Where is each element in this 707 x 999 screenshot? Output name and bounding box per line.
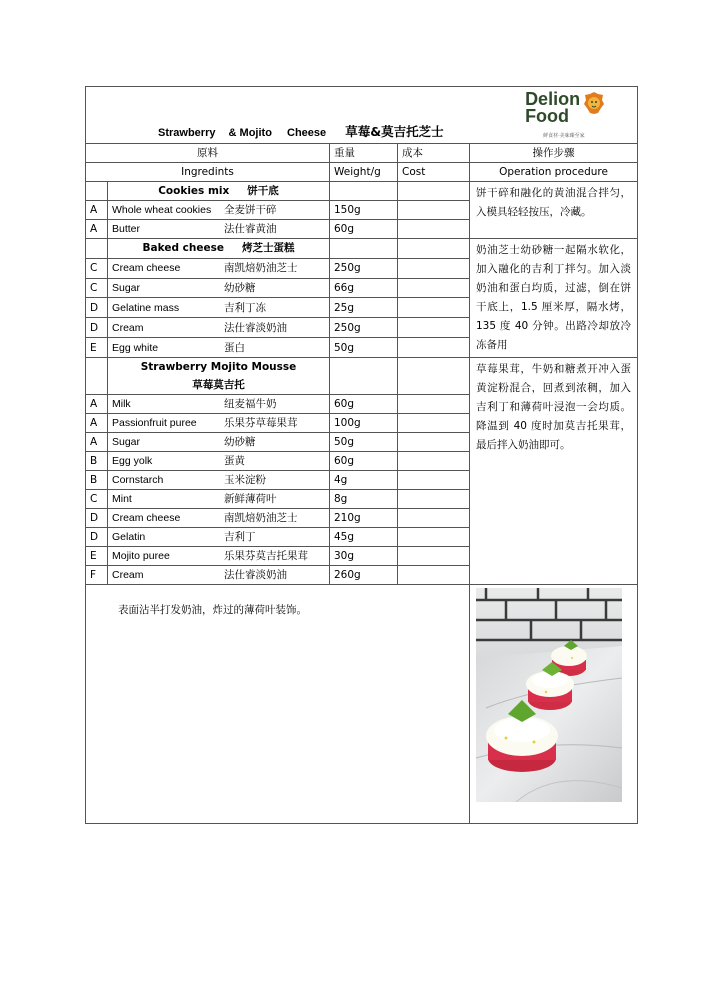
ingredient-name <box>108 318 330 338</box>
ingredient-cost <box>398 490 470 509</box>
title-en-2: & Mojito <box>228 127 272 139</box>
ingredient-name-cn: 法仕睿淡奶油 <box>224 569 287 581</box>
ingredient-name-en: Sugar <box>112 436 141 448</box>
ingredient-name-cn: 法仕睿淡奶油 <box>224 321 287 334</box>
ingredient-weight: 8g <box>330 490 398 509</box>
title-en-1: Strawberry <box>158 127 216 139</box>
ingredient-cost <box>398 433 470 452</box>
procedure-text: 饼干碎和融化的黄油混合拌匀，入模具轻轻按压，冷藏。 <box>470 182 638 239</box>
ingredient-group: D <box>86 318 108 338</box>
ingredient-weight: 60g <box>330 395 398 414</box>
ingredient-name <box>108 490 330 509</box>
section-title-cn: 饼干底 <box>247 185 279 197</box>
header-row-cn <box>86 144 638 163</box>
ingredient-cost <box>398 509 470 528</box>
ingredient-weight: 60g <box>330 220 398 239</box>
ingredient-name-cn: 新鲜薄荷叶 <box>224 493 277 505</box>
ingredient-name-en: Butter <box>112 223 141 235</box>
ingredient-name-en: Gelatin <box>112 531 146 543</box>
ingredient-name-cn: 吉利丁 <box>224 531 256 543</box>
section-title-en: Strawberry Mojito Mousse <box>140 361 297 373</box>
ingredient-weight: 150g <box>330 201 398 220</box>
ingredient-name-cn: 乐果芬莫吉托果茸 <box>224 550 308 562</box>
ingredient-name <box>108 528 330 547</box>
ingredient-name <box>108 258 330 278</box>
ingredient-group: E <box>86 547 108 566</box>
ingredient-group: D <box>86 528 108 547</box>
ingredient-group: C <box>86 258 108 278</box>
ingredient-group: A <box>86 433 108 452</box>
ingredient-name-en: Cream <box>112 569 144 581</box>
ingredient-name <box>108 452 330 471</box>
section-title-cn: 草莓莫吉托 <box>192 379 245 391</box>
procedure-text: 奶油芝士幼砂糖一起隔水软化，加入融化的吉利丁拌匀。加入淡奶油和蛋白均质，过滤，倒在饼干底上，1.5 厘米厚，隔水烤，135 度 40 分钟。出路冷却放冷冻备用 <box>470 239 638 358</box>
ingredient-group: B <box>86 471 108 490</box>
ingredient-name-en: Milk <box>112 398 131 410</box>
title-cell <box>86 87 638 144</box>
logo-tagline: 鲜食材·美味臻至家 <box>543 133 585 139</box>
ingredient-name-en: Cornstarch <box>112 474 164 486</box>
cost-cell <box>398 239 470 259</box>
ingredient-group: E <box>86 338 108 358</box>
ingredient-cost <box>398 566 470 585</box>
ingredient-name <box>108 566 330 585</box>
footer-row <box>86 585 638 824</box>
delion-food-logo <box>525 91 605 137</box>
section-title <box>108 239 330 259</box>
ingredient-group: A <box>86 395 108 414</box>
ingredient-name-cn: 南凯焙奶油芝士 <box>224 512 298 524</box>
photo-cell <box>470 585 638 824</box>
recipe-sheet <box>85 86 637 824</box>
ingredient-weight: 100g <box>330 414 398 433</box>
ingredient-name-en: Egg yolk <box>112 455 153 467</box>
weight-cell <box>330 358 398 395</box>
ingredient-group: D <box>86 298 108 318</box>
ingredient-name-en: Mojito puree <box>112 550 170 562</box>
ingredient-name-en: Cream cheese <box>112 262 181 275</box>
ingredient-name <box>108 278 330 298</box>
ingredient-name-en: Cream <box>112 321 144 334</box>
decoration-note: 表面沾半打发奶油，炸过的薄荷叶装饰。 <box>86 585 470 824</box>
ingredient-name-en: Sugar <box>112 282 141 295</box>
ingredient-cost <box>398 201 470 220</box>
ingredient-weight: 66g <box>330 278 398 298</box>
recipe-table <box>85 86 638 824</box>
title-row <box>86 87 638 144</box>
title-cn: 草莓&莫吉托芝士 <box>345 124 444 139</box>
procedure-text: 草莓果茸，牛奶和糖煮开冲入蛋黄淀粉混合，回煮到浓稠，加入吉利丁和薄荷叶浸泡一会均质。降温到 40 度时加莫吉托果茸，最后拌入奶油即可。 <box>470 358 638 585</box>
header-row-en <box>86 163 638 182</box>
ingredient-name-en: Egg white <box>112 341 159 354</box>
col-procedure-en: Operation procedure <box>470 163 638 182</box>
ingredient-cost <box>398 220 470 239</box>
lion-head-icon <box>583 91 605 115</box>
section-header-row <box>86 239 638 259</box>
logo-line2: Food <box>525 106 570 126</box>
section-title-cn: 烤芝士蛋糕 <box>241 242 295 255</box>
ingredient-name <box>108 433 330 452</box>
ingredient-cost <box>398 471 470 490</box>
ingredient-group: F <box>86 566 108 585</box>
ingredient-name-cn: 幼砂糖 <box>224 436 256 448</box>
col-ingredients-en: Ingredints <box>86 163 330 182</box>
ingredient-weight: 45g <box>330 528 398 547</box>
ingredient-name <box>108 509 330 528</box>
cake-photo <box>476 588 622 802</box>
ingredient-name-cn: 蛋黄 <box>224 455 245 467</box>
ingredient-group: B <box>86 452 108 471</box>
ingredient-weight: 4g <box>330 471 398 490</box>
recipe-title <box>158 123 444 142</box>
ingredient-group: C <box>86 490 108 509</box>
section-title <box>108 182 330 201</box>
ingredient-weight: 60g <box>330 452 398 471</box>
ingredient-name-cn: 幼砂糖 <box>224 282 256 295</box>
ingredient-name-cn: 乐果芬草莓果茸 <box>224 417 298 429</box>
section-title-en: Cookies mix <box>158 185 230 197</box>
ingredient-group: C <box>86 278 108 298</box>
ingredient-name <box>108 395 330 414</box>
ingredient-name-en: Gelatine mass <box>112 301 180 314</box>
section-title <box>108 358 330 395</box>
ingredient-name <box>108 201 330 220</box>
ingredient-name-en: Mint <box>112 493 132 505</box>
ingredient-weight: 250g <box>330 318 398 338</box>
logo-line1: Delion <box>525 89 581 109</box>
ingredient-name-cn: 纽麦福牛奶 <box>224 398 277 410</box>
ingredient-name <box>108 220 330 239</box>
ingredient-group: A <box>86 414 108 433</box>
col-cost-cn: 成本 <box>398 144 470 163</box>
cost-cell <box>398 182 470 201</box>
group-cell <box>86 182 108 201</box>
ingredient-group: A <box>86 220 108 239</box>
ingredient-name-en: Whole wheat cookies <box>112 204 212 216</box>
ingredient-weight: 25g <box>330 298 398 318</box>
ingredient-cost <box>398 395 470 414</box>
col-weight-cn: 重量 <box>330 144 398 163</box>
ingredient-name-cn: 全麦饼干碎 <box>224 204 277 216</box>
title-en-3: Cheese <box>287 127 327 139</box>
ingredient-name-cn: 蛋白 <box>224 341 245 354</box>
ingredient-cost <box>398 258 470 278</box>
cost-cell <box>398 358 470 395</box>
ingredient-name <box>108 338 330 358</box>
ingredient-weight: 210g <box>330 509 398 528</box>
ingredient-name <box>108 298 330 318</box>
ingredient-name-cn: 法仕睿黄油 <box>224 223 277 235</box>
ingredient-name-cn: 南凯焙奶油芝士 <box>224 262 298 275</box>
section-header-row <box>86 182 638 201</box>
col-cost-en: Cost <box>398 163 470 182</box>
ingredient-cost <box>398 452 470 471</box>
ingredient-name-cn: 吉利丁冻 <box>224 301 266 314</box>
ingredient-name-en: Cream cheese <box>112 512 181 524</box>
ingredient-name <box>108 471 330 490</box>
ingredient-weight: 30g <box>330 547 398 566</box>
ingredient-weight: 50g <box>330 338 398 358</box>
weight-cell <box>330 239 398 259</box>
ingredient-cost <box>398 278 470 298</box>
ingredient-group: D <box>86 509 108 528</box>
ingredient-cost <box>398 528 470 547</box>
ingredient-cost <box>398 318 470 338</box>
col-procedure-cn: 操作步骤 <box>470 144 638 163</box>
group-cell <box>86 239 108 259</box>
ingredient-weight: 250g <box>330 258 398 278</box>
ingredient-cost <box>398 338 470 358</box>
col-ingredients-cn: 原料 <box>86 144 330 163</box>
ingredient-cost <box>398 547 470 566</box>
col-weight-en: Weight/g <box>330 163 398 182</box>
ingredient-weight: 260g <box>330 566 398 585</box>
ingredient-name-en: Passionfruit puree <box>112 417 197 429</box>
ingredient-cost <box>398 298 470 318</box>
ingredient-name <box>108 547 330 566</box>
ingredient-name <box>108 414 330 433</box>
ingredient-weight: 50g <box>330 433 398 452</box>
ingredient-name-cn: 玉米淀粉 <box>224 474 266 486</box>
group-cell <box>86 358 108 395</box>
ingredient-group: A <box>86 201 108 220</box>
section-header-row <box>86 358 638 395</box>
section-title-en: Baked cheese <box>142 242 224 255</box>
logo-wordmark <box>525 91 580 125</box>
ingredient-cost <box>398 414 470 433</box>
weight-cell <box>330 182 398 201</box>
